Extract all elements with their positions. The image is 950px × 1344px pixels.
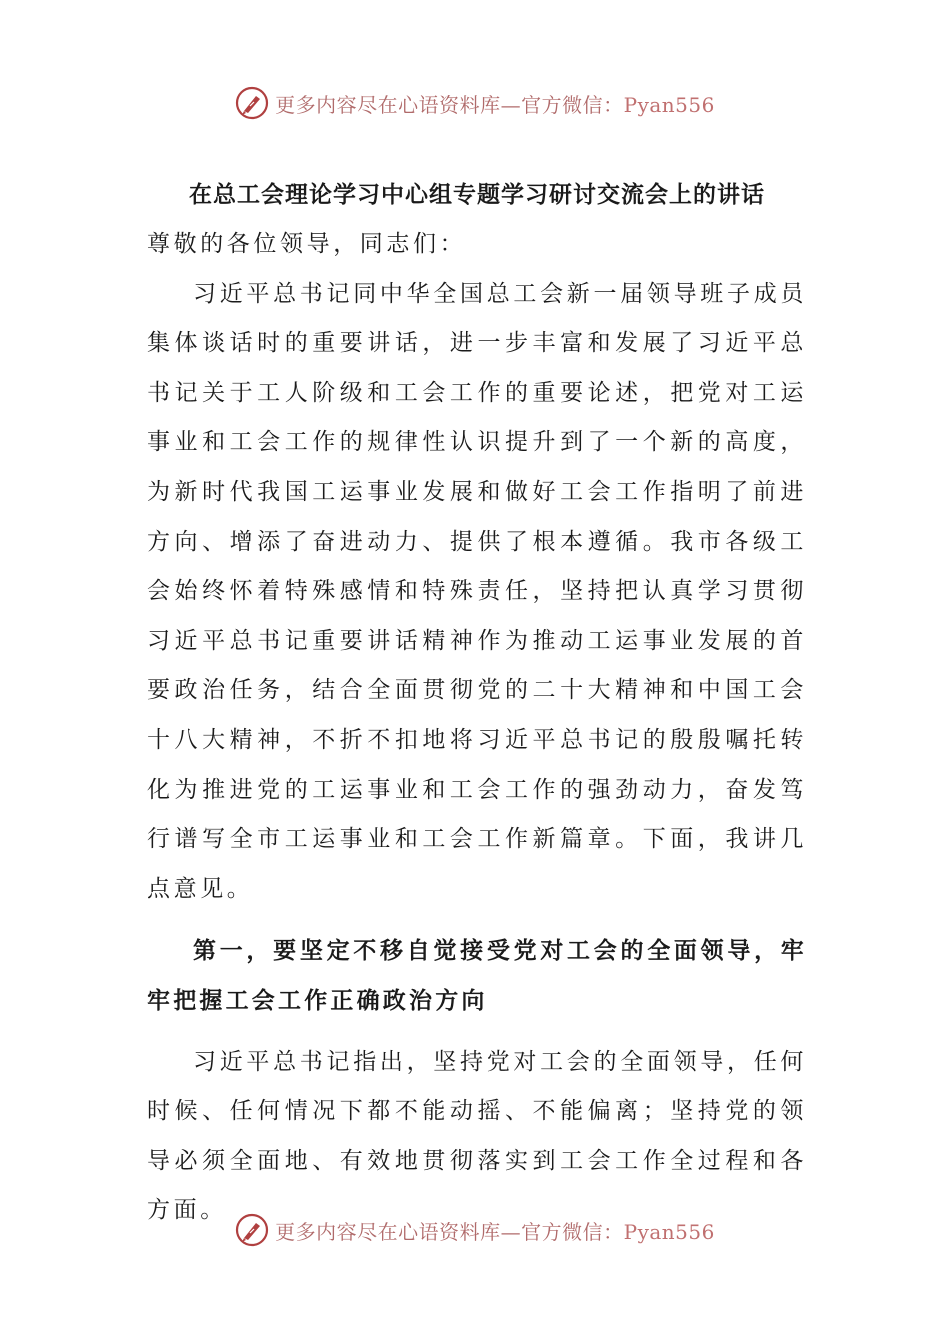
header-banner	[0, 83, 950, 123]
banner-text: 更多内容尽在心语资料库—官方微信：Pyan556	[275, 92, 715, 117]
section-heading-1: 第一，要坚定不移自觉接受党对工会的全面领导，牢牢把握工会工作正确政治方向	[147, 937, 807, 1014]
banner-text: 更多内容尽在心语资料库—官方微信：Pyan556	[275, 1219, 715, 1244]
wechat-id: Pyan556	[623, 1219, 715, 1244]
paragraph-intro: 习近平总书记同中华全国总工会新一届领导班子成员集体谈话时的重要讲话，进一步丰富和发展了习近平总书记关于工人阶级和工会工作的重要论述，把党对工运事业和工会工作的规律性认识提升到了一个新的高度，为新时代我国工运事业发展和做好工会工作指明了前进方向、增添了奋进动力、提供了根本遵循。我市各级工会始终怀着特殊感情和特殊责任，坚持把认真学习贯彻习近平总书记重要讲话精神作为推动工运事业发展的首要政治任务，结合全面贯彻党的二十大精神和中国工会十八大精神，不折不扣地将习近平总书记的殷殷嘱托转化为推进党的工运事业和工会工作的强劲动力，奋发笃行谱写全市工运事业和工会工作新篇章。下面，我讲几点意见。	[147, 280, 807, 902]
pen-nib-logo-icon	[235, 86, 269, 120]
pen-nib-logo-icon	[235, 1213, 269, 1247]
paragraph-section-1: 习近平总书记指出，坚持党对工会的全面领导，任何时候、任何情况下都不能动摇、不能偏离；坚持党的领导必须全面地、有效地贯彻落实到工会工作全过程和各方面。	[147, 1048, 807, 1224]
document-body	[147, 170, 807, 1236]
wechat-id: Pyan556	[623, 92, 715, 117]
footer-banner	[0, 1210, 950, 1250]
document-title: 在总工会理论学习中心组专题学习研讨交流会上的讲话	[189, 181, 765, 208]
greeting: 尊敬的各位领导，同志们：	[147, 231, 467, 257]
